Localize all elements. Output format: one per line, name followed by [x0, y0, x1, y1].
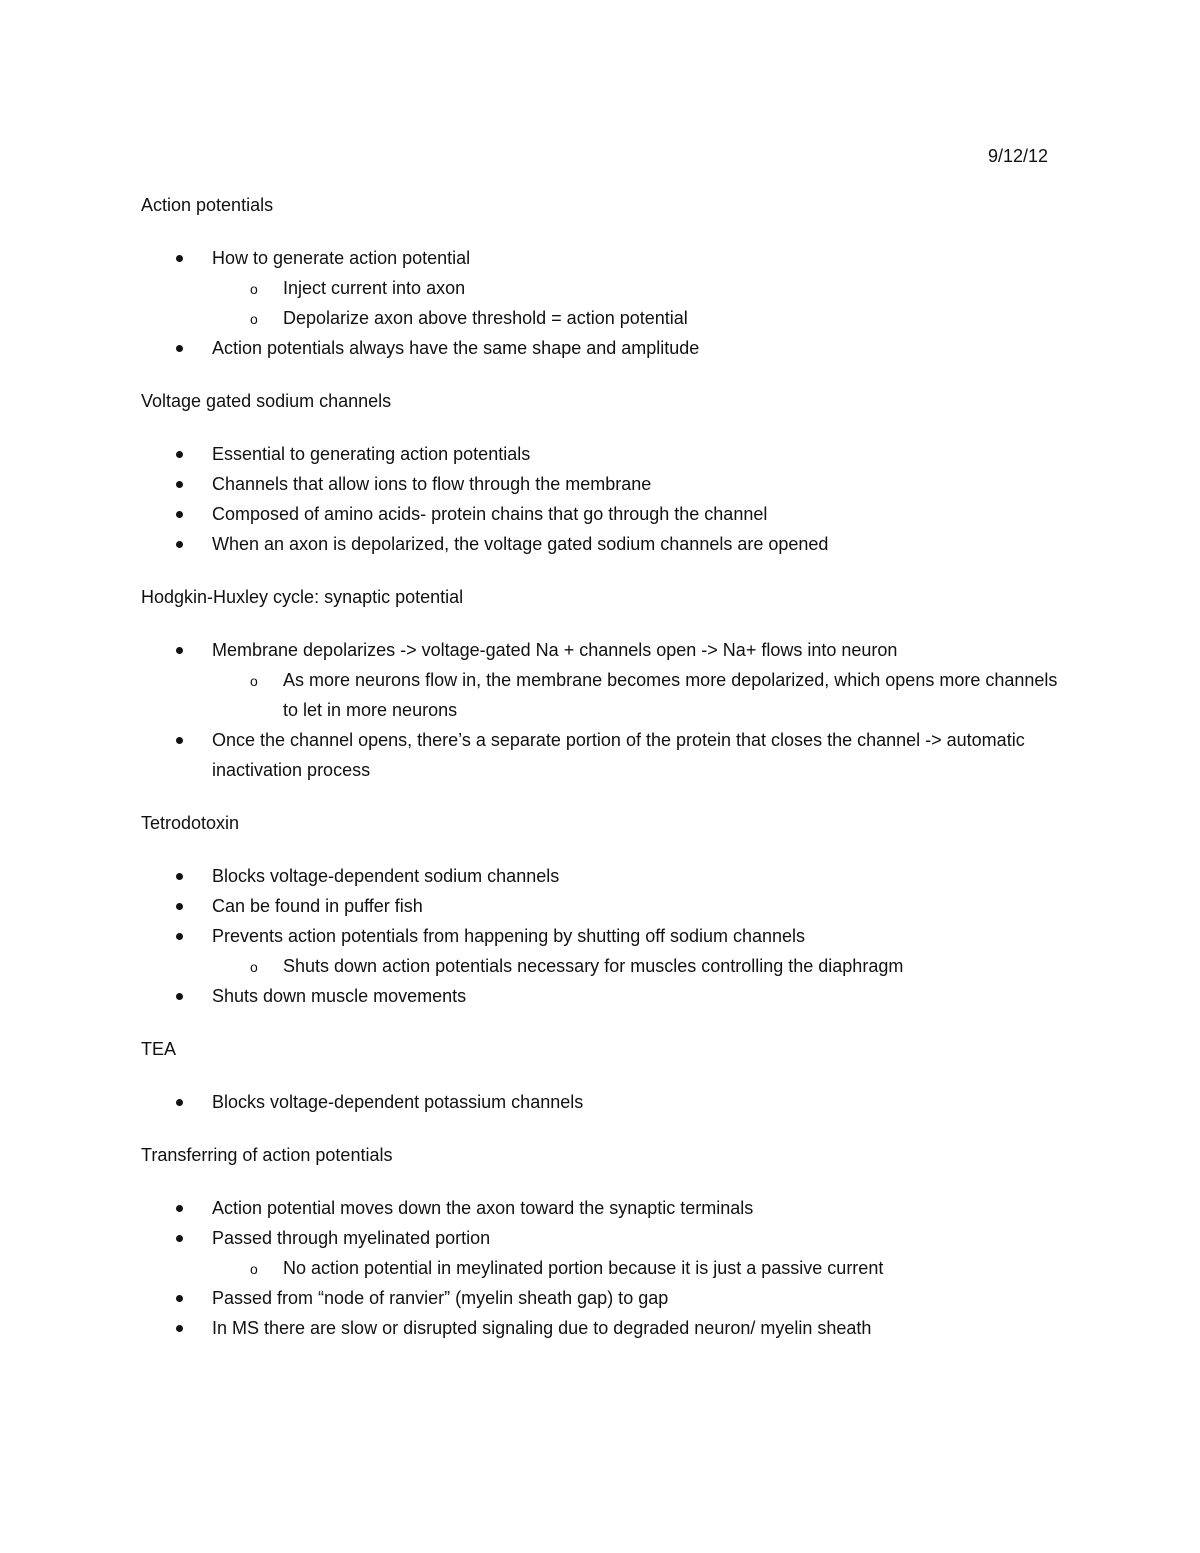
- bullet-dot-icon: [176, 255, 183, 262]
- sub-bullet-marker-icon: o: [250, 281, 258, 297]
- list-item-text: Composed of amino acids- protein chains that go through the channel: [212, 504, 768, 524]
- sub-list-item-text: Shuts down action potentials necessary for muscles controlling the diaphragm: [283, 956, 904, 976]
- list-item: [141, 469, 1071, 499]
- bullet-list: [141, 439, 1071, 559]
- bullet-dot-icon: [176, 993, 183, 1000]
- sub-bullet-marker-icon: o: [250, 311, 258, 327]
- bullet-list: [141, 635, 1071, 785]
- sub-list-item-text: As more neurons flow in, the membrane becomes more depolarized, which opens more channels to let in more neurons: [283, 670, 1058, 720]
- list-item: [141, 725, 1071, 785]
- notes-content: [141, 193, 1071, 1369]
- bullet-dot-icon: [176, 1295, 183, 1302]
- sub-list: [212, 665, 1071, 725]
- list-item: [141, 499, 1071, 529]
- list-item-text: How to generate action potential: [212, 248, 471, 268]
- list-item-text: Passed from “node of ranvier” (myelin sheath gap) to gap: [212, 1288, 669, 1308]
- list-item: [141, 861, 1071, 891]
- sub-bullet-marker-icon: o: [250, 1261, 258, 1277]
- sub-list-item-text: Depolarize axon above threshold = action potential: [283, 308, 688, 328]
- bullet-list: [141, 861, 1071, 1011]
- list-item-text: Essential to generating action potentials: [212, 444, 531, 464]
- bullet-dot-icon: [176, 345, 183, 352]
- sub-list-item-text: No action potential in meylinated portion because it is just a passive current: [283, 1258, 884, 1278]
- list-item-text: When an axon is depolarized, the voltage gated sodium channels are opened: [212, 534, 829, 554]
- list-item: [141, 1193, 1071, 1223]
- sub-list-item: [212, 951, 1071, 981]
- list-item-text: Prevents action potentials from happening by shutting off sodium channels: [212, 926, 806, 946]
- list-item-text: In MS there are slow or disrupted signaling due to degraded neuron/ myelin sheath: [212, 1318, 872, 1338]
- list-item: [141, 921, 1071, 981]
- list-item: [141, 1313, 1071, 1343]
- list-item-text: Membrane depolarizes -> voltage-gated Na + channels open -> Na+ flows into neuron: [212, 640, 898, 660]
- list-item: [141, 1087, 1071, 1117]
- list-item-text: Action potential moves down the axon toward the synaptic terminals: [212, 1198, 754, 1218]
- list-item-text: Channels that allow ions to flow through the membrane: [212, 474, 652, 494]
- list-item: [141, 1223, 1071, 1283]
- sub-list: [212, 1253, 1071, 1283]
- list-item: [141, 981, 1071, 1011]
- list-item: [141, 333, 1071, 363]
- bullet-dot-icon: [176, 1099, 183, 1106]
- section-heading: TEA: [141, 1039, 177, 1059]
- list-item-text: Once the channel opens, there’s a separate portion of the protein that closes the channel -> automatic inactivation process: [212, 730, 1025, 780]
- list-item-text: Shuts down muscle movements: [212, 986, 467, 1006]
- date-label: 9/12/12: [988, 146, 1049, 166]
- bullet-dot-icon: [176, 481, 183, 488]
- list-item-text: Can be found in puffer fish: [212, 896, 423, 916]
- sub-list-item: [212, 303, 1071, 333]
- list-item: [141, 891, 1071, 921]
- section-heading: Tetrodotoxin: [141, 813, 240, 833]
- list-item: [141, 439, 1071, 469]
- list-item-text: Blocks voltage-dependent sodium channels: [212, 866, 560, 886]
- bullet-dot-icon: [176, 1325, 183, 1332]
- bullet-dot-icon: [176, 903, 183, 910]
- bullet-dot-icon: [176, 933, 183, 940]
- list-item: [141, 243, 1071, 333]
- bullet-dot-icon: [176, 647, 183, 654]
- list-item-text: Passed through myelinated portion: [212, 1228, 491, 1248]
- sub-list-item-text: Inject current into axon: [283, 278, 466, 298]
- list-item-text: Action potentials always have the same shape and amplitude: [212, 338, 700, 358]
- section-heading: Transferring of action potentials: [141, 1145, 393, 1165]
- section-heading: Hodgkin-Huxley cycle: synaptic potential: [141, 587, 464, 607]
- bullet-dot-icon: [176, 511, 183, 518]
- bullet-list: [141, 1087, 1071, 1117]
- sub-list: [212, 951, 1071, 981]
- bullet-dot-icon: [176, 451, 183, 458]
- bullet-dot-icon: [176, 1235, 183, 1242]
- sub-list: [212, 273, 1071, 333]
- section-heading: Action potentials: [141, 195, 274, 215]
- list-item: [141, 1283, 1071, 1313]
- bullet-dot-icon: [176, 541, 183, 548]
- sub-list-item: [212, 665, 1071, 725]
- bullet-dot-icon: [176, 1205, 183, 1212]
- sub-bullet-marker-icon: o: [250, 673, 258, 689]
- list-item: [141, 529, 1071, 559]
- sub-list-item: [212, 273, 1071, 303]
- section-heading: Voltage gated sodium channels: [141, 391, 392, 411]
- bullet-list: [141, 1193, 1071, 1343]
- sub-bullet-marker-icon: o: [250, 959, 258, 975]
- bullet-list: [141, 243, 1071, 363]
- bullet-dot-icon: [176, 873, 183, 880]
- list-item: [141, 635, 1071, 725]
- sub-list-item: [212, 1253, 1071, 1283]
- list-item-text: Blocks voltage-dependent potassium channels: [212, 1092, 584, 1112]
- bullet-dot-icon: [176, 737, 183, 744]
